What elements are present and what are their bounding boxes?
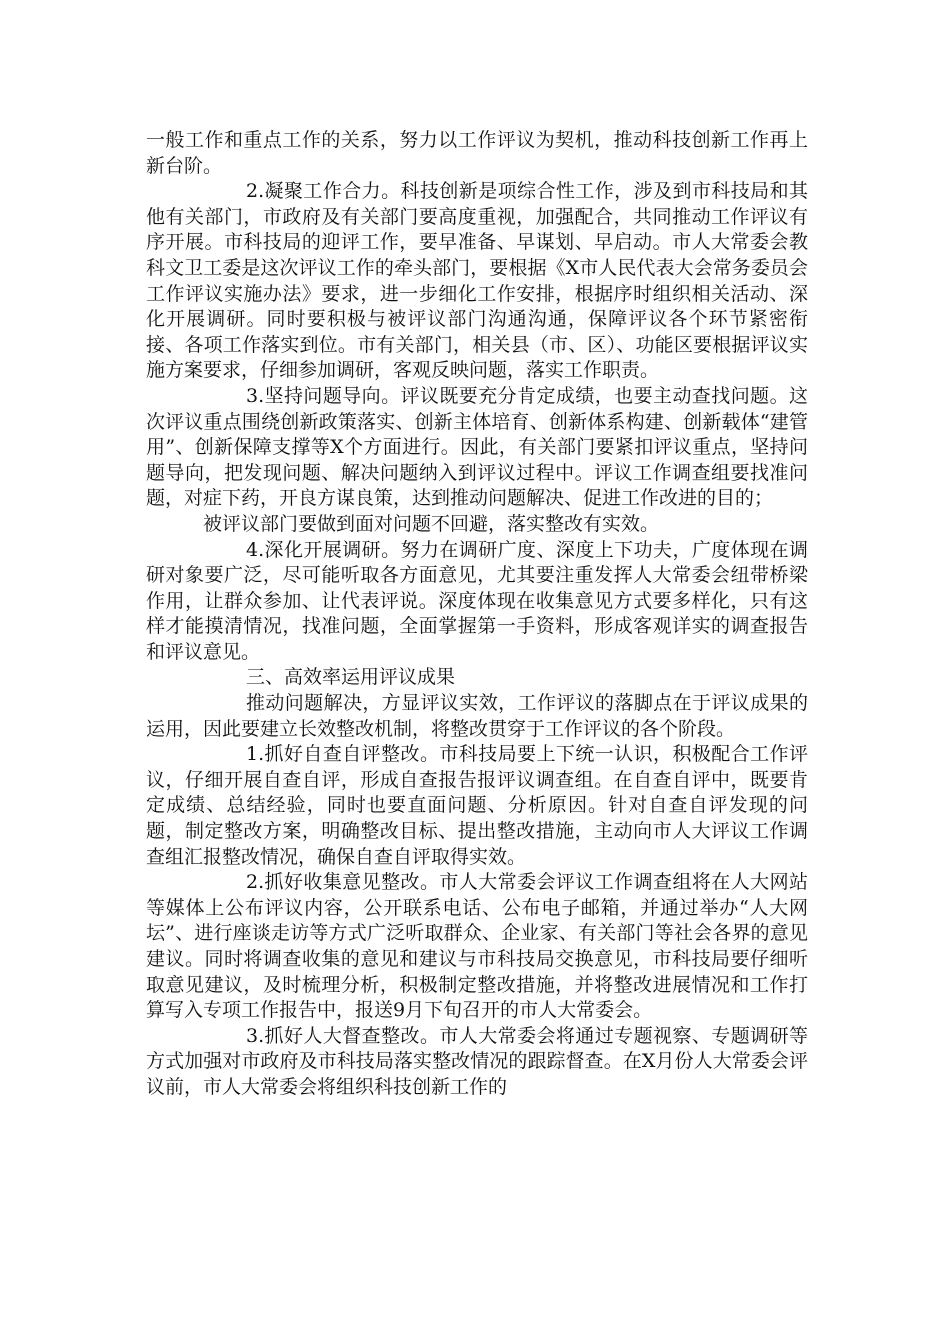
section-heading-three: 三、高效率运用评议成果 [246, 666, 456, 689]
document-page [146, 128, 808, 1101]
paragraph-item-2-opinion-collection: 2.抓好收集意见整改。市人大常委会评议工作调查组将在人大网站等媒体上公布评议内容，公开联系电话、公布电子邮箱，并通过举办“人大网坛”、进行座谈走访等方式广泛听取群众、企业家、有关部门等社会各界的意见建议。同时将调查收集的意见和建议与市科技局交换意见，市科技局要仔细听取意见建议，及时梳理分析，积极制定整改措施，并将整改进展情况和工作打算写入专项工作报告中，报送9月下旬召开的市人大常委会。 [146, 871, 808, 1022]
paragraph-continuation: 一般工作和重点工作的关系，努力以工作评议为契机，推动科技创新工作再上新台阶。 [146, 129, 808, 177]
paragraph-item-4-research: 4.深化开展调研。努力在调研广度、深度上下功夫，广度体现在调研对象要广泛，尽可能听取各方面意见，尤其要注重发挥人大常委会纽带桥梁作用，让群众参加、让代表评说。深度体现在收集意见方式要多样化，只有这样才能摸清情况，找准问题，全面掌握第一手资料，形成客观详实的调查报告和评议意见。 [146, 538, 808, 663]
paragraph-problem-followup: 被评议部门要做到面对问题不回避，落实整改有实效。 [203, 512, 660, 535]
paragraph-item-3-supervision: 3.抓好人大督查整改。市人大常委会将通过专题视察、专题调研等方式加强对市政府及市科技局落实整改情况的跟踪督查。在X月份人大常委会评议前，市人大常委会将组织科技创新工作的 [146, 1024, 808, 1098]
paragraph-item-2-cooperation: 2.凝聚工作合力。科技创新是项综合性工作，涉及到市科技局和其他有关部门，市政府及有关部门要高度重视，加强配合，共同推动工作评议有序开展。市科技局的迎评工作，要早准备、早谋划、早启动。市人大常委会教科文卫工委是这次评议工作的牵头部门，要根据《X市人民代表大会常务委员会工作评议实施办法》要求，进一步细化工作安排，根据序时组织相关活动、深化开展调研。同时要积极与被评议部门沟通沟通，保障评议各个环节紧密衔接、各项工作落实到位。市有关部门，相关县（市、区）、功能区要根据评议实施方案要求，仔细参加调研，客观反映问题，落实工作职责。 [146, 180, 808, 382]
paragraph-section-intro: 推动问题解决，方显评议实效，工作评议的落脚点在于评议成果的运用，因此要建立长效整改机制，将整改贯穿于工作评议的各个阶段。 [146, 692, 808, 740]
paragraph-item-3-problem-orientation: 3.坚持问题导向。评议既要充分肯定成绩，也要主动查找问题。这次评议重点围绕创新政策落实、创新主体培育、创新体系构建、创新载体“建管用”、创新保障支撑等X个方面进行。因此，有关部门要紧扣评议重点，坚持问题导向，把发现问题、解决问题纳入到评议过程中。评议工作调查组要找准问题，对症下药，开良方谋良策，达到推动问题解决、促进工作改进的目的； [146, 384, 808, 510]
paragraph-item-1-self-review: 1.抓好自查自评整改。市科技局要上下统一认识，积极配合工作评议，仔细开展自查自评，形成自查报告报评议调查组。在自查自评中，既要肯定成绩、总结经验，同时也要直面问题、分析原因。针对自查自评发现的问题，制定整改方案，明确整改目标、提出整改措施，主动向市人大评议工作调查组汇报整改情况，确保自查自评取得实效。 [146, 743, 808, 868]
